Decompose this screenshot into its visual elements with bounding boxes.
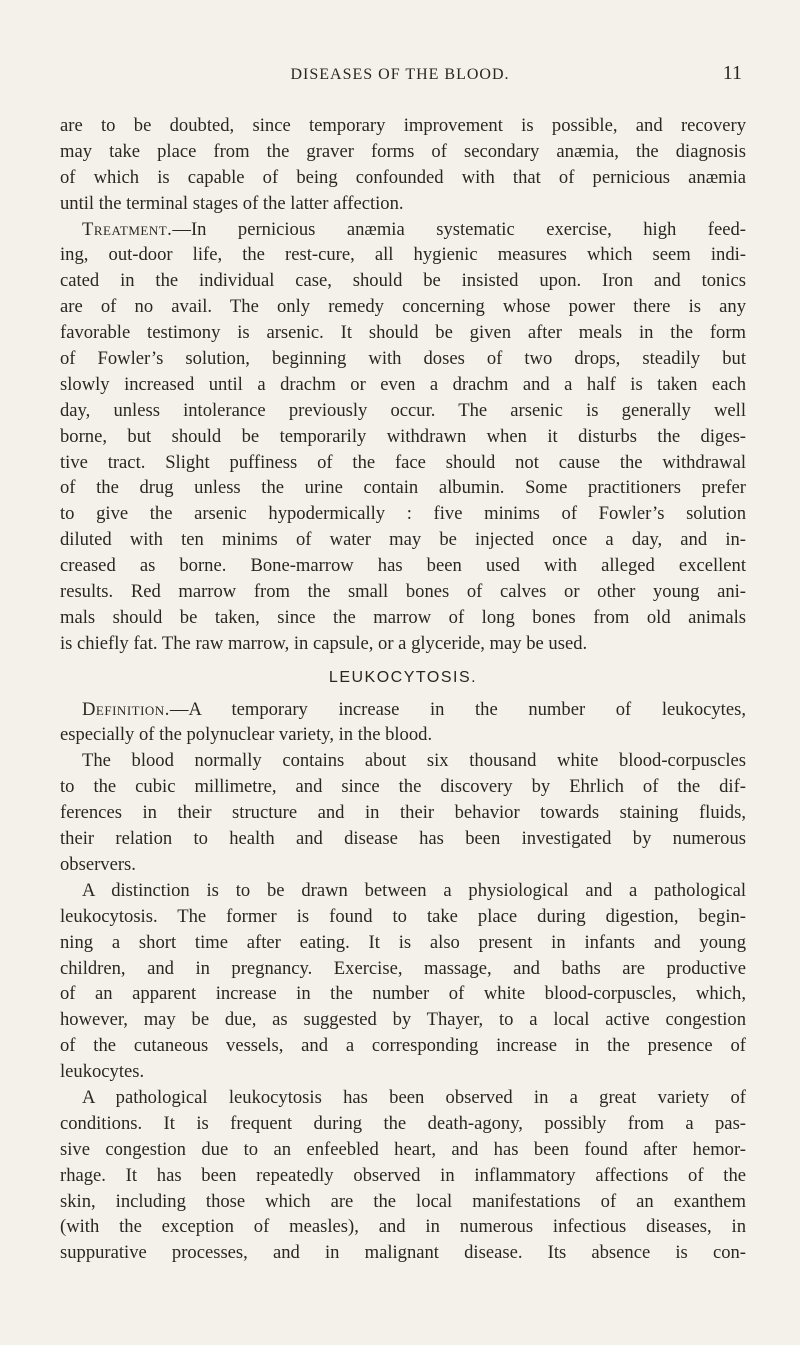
text-line: especially of the polynuclear variety, in the blood. xyxy=(60,724,433,746)
text-line: favorable testimony is arsenic. It should be given after meals in the form xyxy=(60,322,746,344)
text-line: A pathological leukocytosis has been observed in a great variety of xyxy=(82,1086,746,1108)
text-line: leukocytes. xyxy=(60,1061,145,1083)
text-line: observers. xyxy=(60,853,136,875)
text-line: may take place from the graver forms of secondary anæmia, the diagnosis xyxy=(60,140,746,162)
text-line: of an apparent increase in the number of white blood-corpuscles, which, xyxy=(60,983,746,1005)
section-heading: LEUKOCYTOSIS. xyxy=(328,668,478,686)
text-line: leukocytosis. The former is found to take place during digestion, begin- xyxy=(60,905,746,927)
text-line: diluted with ten minims of water may be injected once a day, and in- xyxy=(60,529,746,551)
text-line: suppurative processes, and in malignant disease. Its absence is con- xyxy=(60,1242,746,1264)
text-line: their relation to health and disease has been investigated by numerous xyxy=(60,828,746,850)
text-line: of Fowler’s solution, beginning with doses of two drops, steadily but xyxy=(60,348,746,370)
text-line: mals should be taken, since the marrow of long bones from old animals xyxy=(60,606,746,628)
text-line: of the drug unless the urine contain albumin. Some practitioners prefer xyxy=(60,477,746,499)
text-line: tive tract. Slight puffiness of the face should not cause the withdrawal xyxy=(60,451,746,473)
text-line: skin, including those which are the local manifestations of an exanthem xyxy=(60,1190,746,1212)
running-head xyxy=(0,62,800,92)
text-line: to the cubic millimetre, and since the discovery by Ehrlich of the dif- xyxy=(60,776,746,798)
text-line: ferences in their structure and in their behavior towards staining fluids, xyxy=(60,802,746,824)
treatment-first-line xyxy=(60,217,746,243)
definition-first-line xyxy=(60,697,746,723)
text-line: day, unless intolerance previously occur. The arsenic is generally well xyxy=(60,399,746,421)
text-line: sive congestion due to an enfeebled heart, and has been found after hemor- xyxy=(60,1138,746,1160)
text-run: —A temporary increase in the number of leukocytes, xyxy=(169,698,746,720)
text-line: to give the arsenic hypodermically : five minims of Fowler’s solution xyxy=(60,503,746,525)
text-line: are to be doubted, since temporary improvement is possible, and recovery xyxy=(60,115,746,136)
text-line: borne, but should be temporarily withdrawn when it disturbs the diges- xyxy=(60,425,746,447)
text-line: (with the exception of measles), and in numerous infectious diseases, in xyxy=(60,1216,746,1238)
page-number: 11 xyxy=(722,62,742,84)
text-line: until the terminal stages of the latter affection. xyxy=(60,192,404,214)
text-line: of the cutaneous vessels, and a corresponding increase in the presence of xyxy=(60,1035,746,1057)
text-line: however, may be due, as suggested by Thayer, to a local active congestion xyxy=(60,1009,746,1031)
text-run: —In pernicious anæmia systematic exercise, high feed- xyxy=(172,218,746,240)
text-line: children, and in pregnancy. Exercise, massage, and baths are productive xyxy=(60,957,746,979)
text-line: results. Red marrow from the small bones of calves or other young ani- xyxy=(60,581,746,603)
text-line: A distinction is to be drawn between a physiological and a pathological xyxy=(82,879,746,901)
text-line: of which is capable of being confounded with that of pernicious anæmia xyxy=(60,166,746,188)
running-title: DISEASES OF THE BLOOD. xyxy=(290,66,510,83)
text-line: is chiefly fat. The raw marrow, in capsule, or a glyceride, may be used. xyxy=(60,632,588,654)
body-text xyxy=(60,113,746,1266)
text-line: The blood normally contains about six thousand white blood-corpuscles xyxy=(82,750,746,772)
text-line: are of no avail. The only remedy concerning whose power there is any xyxy=(60,296,746,318)
text-line: conditions. It is frequent during the death-agony, possibly from a pas- xyxy=(60,1112,746,1134)
text-line: cated in the individual case, should be insisted upon. Iron and tonics xyxy=(60,270,746,292)
definition-label: Definition. xyxy=(82,698,170,720)
text-line: rhage. It has been repeatedly observed in inflammatory affections of the xyxy=(60,1164,746,1186)
text-line: ing, out-door life, the rest-cure, all hygienic measures which seem indi- xyxy=(60,244,746,266)
text-line: creased as borne. Bone-marrow has been used with alleged excellent xyxy=(60,555,746,577)
text-line: slowly increased until a drachm or even a drachm and a half is taken each xyxy=(60,373,746,395)
treatment-label: Treatment. xyxy=(82,218,173,240)
text-line: ning a short time after eating. It is also present in infants and young xyxy=(60,931,746,953)
